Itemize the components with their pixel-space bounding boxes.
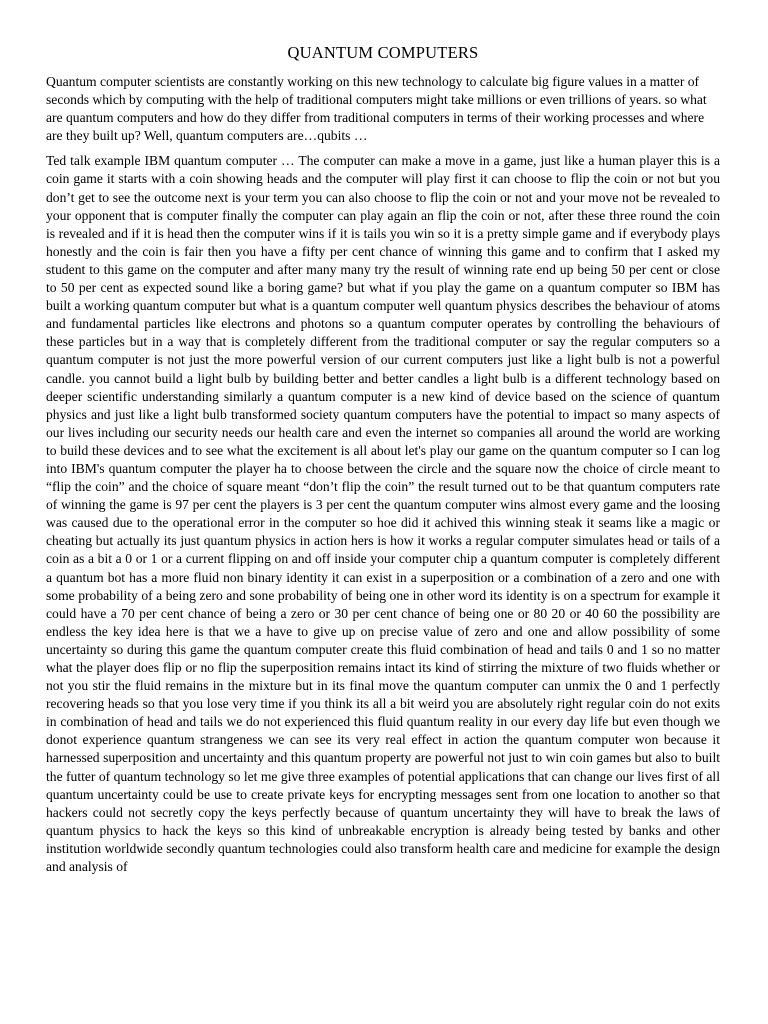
document-title: QUANTUM COMPUTERS [287,43,479,62]
paragraph-body: Ted talk example IBM quantum computer … The computer can make a move in a game, just like a human player this is a coin game it starts with a coin showing heads and the computer will play first it can choose to flip the coin or not but you don’t get to see the outcome next is your term you can also choose to flip the coin or not and your move not be revealed to your opponent that is computer finally the computer can play again an flip the coin or not, after these three round the coin is revealed and if it is head then the computer wins if it is tails you win so it is a pretty simple game and if everybody plays honestly and the coin is fair then you have a fifty per cent chance of winning this game and to confirm that I asked my student to this game on the computer and after many many try the result of winning rate end up being 50 per cent or close to 50 per cent as expected sound like a boring game? but what if you play the game on a quantum computer so IBM has built a working quantum computer but what is a quantum computer well quantum physics describes the behaviour of atoms and fundamental particles like electrons and photons so a quantum computer operates by controlling the behaviours of these particles but in a way that is completely different from the traditional computer or say the regular computers so a quantum computer is not just the more powerful version of our current computers just like a light bulb is not a powerful candle. you cannot build a light bulb by building better and better candles a light bulb is a different technology based on deeper scientific understanding similarly a quantum computer is a new kind of device based on the science of quantum physics and just like a light bulb transformed society quantum computers have the potential to impact so many aspects of our lives including our security needs our health care and even the internet so companies all around the world are working to build these devices and to see what the excitement is all about let's play our game on the quantum computer so I can log into IBM's quantum computer the player ha to choose between the circle and the square now the choice of circle meant to “flip the coin” and the choice of square meant “don’t flip the coin” the result turned out to be that quantum computers rate of winning the game is 97 per cent the players is 3 per cent the quantum computer wins almost every game and the loosing was caused due to the operational error in the computer so hoe did it achived this winning steak it seams like a magic or cheating but actually its just quantum physics in action hers is how it works a regular computer simulates head or tails of a coin as a bit a 0 or 1 or a current flipping on and off inside your computer chip a quantum computer is completely different a quantum bot has a more fluid non binary identity it can exist in a superposition or a combination of a zero and one with some probability of a being zero and sone probability of being one in other word its identity is on a spectrum for example it could have a 70 per cent chance of being a zero or 30 per cent chance of being one or 80 20 or 40 60 the possibility are endless the key idea here is that we a have to give up on precise value of zero and one and allow possibility of some uncertainty so during this game the quantum computer create this fluid combination of head and tails 0 and 1 so no matter what the player does flip or no flip the superposition remains intact its kind of stirring the mixture of two fluids whether or not you stir the fluid remains in the mixture but in its final move the quantum computer can unmix the 0 and 1 perfectly recovering heads so that you lose very time if you think its all a bit weird you are absolutely right regular coin do not exits in combination of head and tails we do not experienced this fluid quantum reality in our every day life but even though we donot experience quantum strangeness we can see its very real effect in action the quantum computer won because it harnessed superposition and uncertainty and this quantum property are powerful not just to win coin games but also to built the futter of quantum technology so let me give three examples of potential applications that can change our lives first of all quantum uncertainty could be use to create private keys for encrypting messages sent from one location to another so that hackers could not secretly copy the keys perfectly because of quantum uncertainty they will have to break the laws of quantum physics to hack the keys so this kind of unbreakable encryption is already being tested by banks and other institution worldwide secondly quantum technologies could also transform health care and medicine for example the design and analysis of [46,153,720,875]
document-page [46,43,720,876]
paragraph-intro: Quantum computer scientists are constantly working on this new technology to calculate big figure values in a matter of seconds which by computing with the help of traditional computers might take millions or even trillions of years. so what are quantum computers and how do they differ from traditional computers in terms of their working processes and where are they built up? Well, quantum computers are…qubits … [46,74,707,144]
